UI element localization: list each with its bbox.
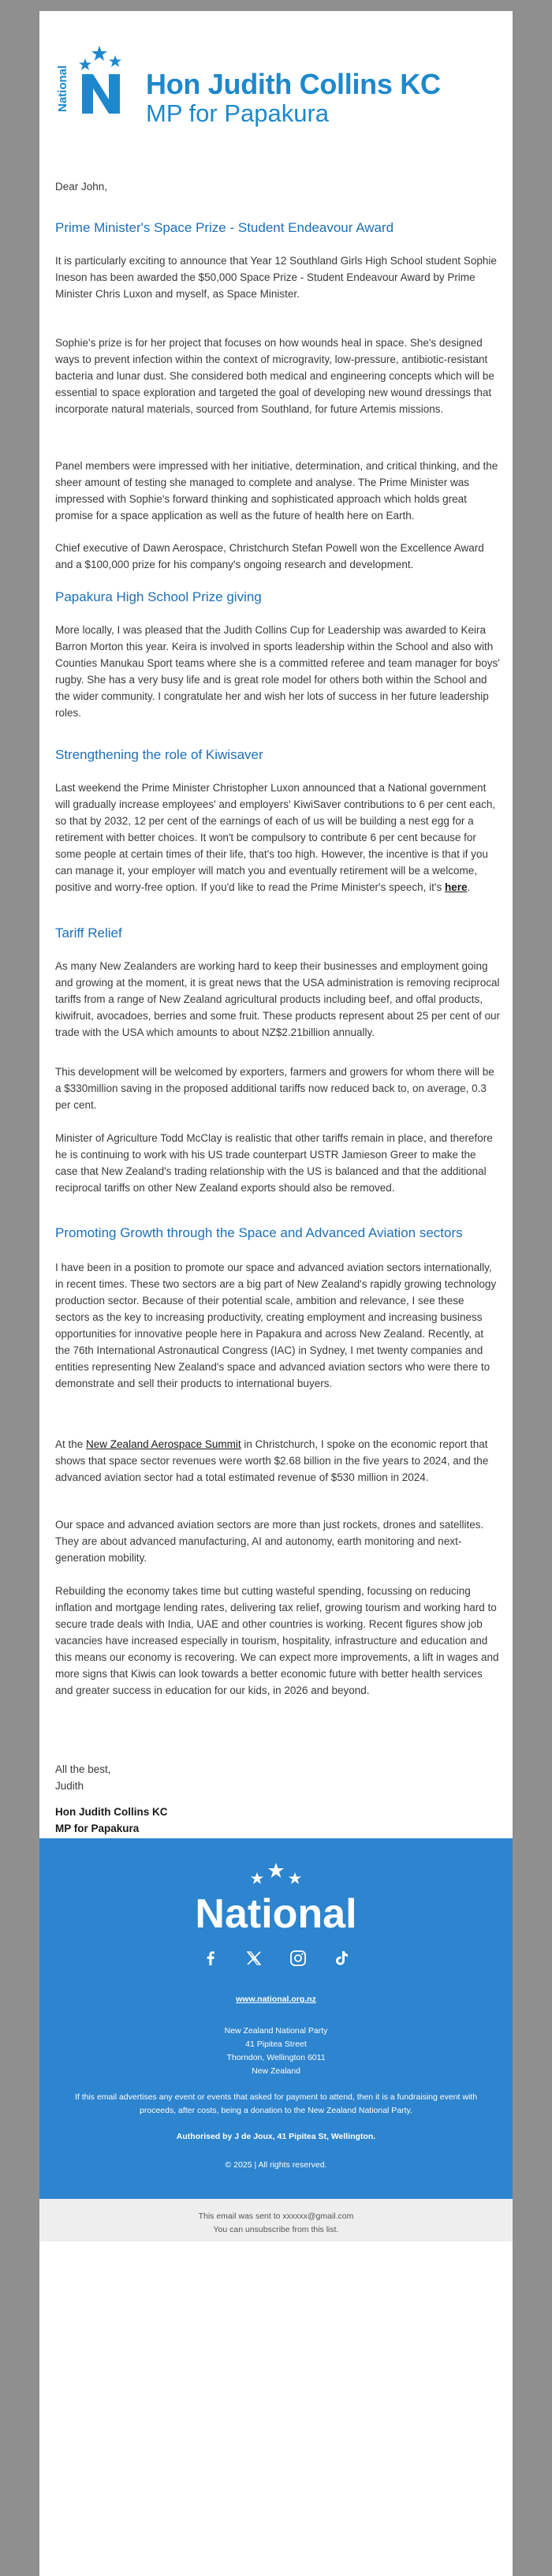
- email-sheet: [39, 11, 513, 2576]
- summit-post: in Christchurch, I spoke on the economic report that shows that space sector revenues were worth $2.68 billion in the five years to 2024, and the advanced aviation sector had a total estimated revenue of $530 million in 2024.: [55, 1438, 489, 1483]
- heading-tariff-relief: Tariff Relief: [55, 925, 122, 940]
- footer: [39, 1838, 513, 2199]
- authorised-by: Authorised by J de Joux, 41 Pipitea St, Wellington.: [176, 2132, 376, 2141]
- paragraph: More locally, I was pleased that the Judith Collins Cup for Leadership was awarded to Keira Barron Morton this year. Keira is involved in sports leadership within the School and also with Counties Manukau Sport teams where she is a committed referee and team manager for boys' rugby. She has a very busy life and is great role model for others both within the School and the wider community. I congratulate her and wish her lots of success in her future leadership roles.: [55, 624, 500, 719]
- signature-role: MP for Papakura: [55, 1823, 140, 1834]
- postal-address: [71, 2025, 481, 2078]
- signoff-name: Judith: [55, 1780, 84, 1792]
- paragraph: [55, 1436, 501, 1486]
- footer-logo-text: National: [195, 1891, 357, 1937]
- fundraising-disclaimer: If this email advertises any event or events that asked for payment to attend, then it is a fundraising event with proceeds, after costs, being a donation to the New Zealand National Party.: [74, 2092, 478, 2115]
- paragraph: Chief executive of Dawn Aerospace, Christchurch Stefan Powell won the Excellence Award and a $100,000 prize for his company's ongoing research and development.: [55, 542, 484, 570]
- aerospace-summit-link[interactable]: New Zealand Aerospace Summit: [86, 1438, 241, 1450]
- national-footer-logo: [39, 1858, 513, 1953]
- signoff-line: All the best,: [55, 1763, 111, 1775]
- header-role: MP for Papakura: [146, 99, 330, 127]
- sent-to-text: This email was sent to xxxxxx@gmail.com: [198, 2211, 354, 2221]
- paragraph: [55, 780, 501, 895]
- paragraph: Panel members were impressed with her initiative, determination, and critical thinking, and the sheer amount of testing she managed to complete and analyse. The Prime Minister was impressed with Sophie's forward thinking and sophisticated approach which holds great promise for a space application as well as the future of health here on Earth.: [55, 460, 498, 522]
- signoff: [55, 1761, 501, 1794]
- paragraph: It is particularly exciting to announce that Year 12 Southland Girls High School student Sophie Ineson has been awarded the $50,000 Space Prize - Student Endeavour Award by Prime Minister Chris Luxon and myself, as Space Minister.: [55, 255, 497, 300]
- kiwisaver-text: Last weekend the Prime Minister Christopher Luxon announced that a National government will gradually increase employees' and employers' KiwiSaver contributions to 6 per cent each, so that by 2032, 12 per cent of the earnings of each of us will be building a nest egg for a retirement with better choices. It won't be compulsory to contribute 6 per cent because for some people at certain times of their life, that's too high. However, the incentive is that if you can manage it, your employer will match you and eventually retirement will be a welcome, positive and worry-free option. If you'd like to read the Prime Minister's speech, it's: [55, 782, 496, 893]
- national-logo-icon: [49, 43, 140, 114]
- heading-prize-giving: Papakura High School Prize giving: [55, 589, 262, 604]
- paragraph: Our space and advanced aviation sectors are more than just rockets, drones and satellites. They are about advanced manufacturing, AI and autonomy, earth monitoring and next-generation mobility.: [55, 1519, 484, 1564]
- social-links: [201, 1949, 351, 1968]
- paragraph: I have been in a position to promote our space and advanced aviation sectors internationally, in recent times. These two sectors are a big part of New Zealand's rapidly growing technology production sector. Because of their potential scale, ambition and relevance, I see these sectors as the key to increasing productivity, creating employment and increasing business opportunities for innovative people here in Papakura and across New Zealand. Recently, at the 76th International Astronautical Congress (IAC) in Sydney, I met twenty companies and entities representing New Zealand's space and advanced aviation sectors who were there to demonstrate and sell their products to international buyers.: [55, 1262, 497, 1389]
- paragraph: This development will be welcomed by exporters, farmers and growers for whom there will be a $330million saving in the proposed additional tariffs now reduced back to, on average, 0.3 per cent.: [55, 1066, 494, 1111]
- summit-pre: At the: [55, 1438, 84, 1450]
- address-line: New Zealand: [252, 2066, 300, 2076]
- unsubscribe-area: [39, 2199, 513, 2241]
- address-line: Thorndon, Wellington 6011: [226, 2053, 326, 2062]
- header-name: Hon Judith Collins KC: [146, 68, 441, 100]
- tiktok-icon[interactable]: [332, 1949, 351, 1968]
- email-header: [39, 11, 513, 127]
- heading-kiwisaver: Strengthening the role of Kiwisaver: [55, 747, 263, 762]
- x-icon[interactable]: [244, 1949, 263, 1968]
- copyright: © 2025 | All rights reserved.: [225, 2160, 327, 2170]
- signature: [55, 1804, 501, 1837]
- speech-link[interactable]: here: [444, 881, 468, 893]
- period: .: [467, 881, 471, 893]
- facebook-icon[interactable]: [201, 1949, 220, 1968]
- paragraph: Minister of Agriculture Todd McClay is realistic that other tariffs remain in place, and therefore he is continuing to work with his US trade counterpart USTR Jamieson Greer to make the case that New Zealand's trading relationship with the US is balanced and that the additional reciprocal tariffs on other New Zealand exports should also be removed.: [55, 1132, 493, 1194]
- paragraph: Sophie's prize is for her project that focuses on how wounds heal in space. She's designed ways to prevent infection within the context of microgravity, low-pressure, antibiotic-resistant bacteria and lunar dust. She considered both medical and engineering concepts which will be essential to space exploration and targeted the goal of developing new wound dressings that incorporate natural materials, sourced from Southland, for future Artemis missions.: [55, 337, 494, 415]
- greeting: Dear John,: [55, 181, 108, 193]
- logo-national-text: National: [56, 65, 69, 112]
- address-line: 41 Pipitea Street: [245, 2039, 307, 2049]
- unsubscribe-link[interactable]: You can unsubscribe from this list.: [213, 2225, 339, 2234]
- paragraph: Rebuilding the economy takes time but cutting wasteful spending, focussing on reducing inflation and mortgage lending rates, delivering tax relief, growing tourism and working hard to secure trade deals with India, UAE and other countries is working. Recent figures show job vacancies have increased especially in tourism, hospitality, infrastructure and education and this means our economy is recovering. We can expect more improvements, a lift in wages and more signs that Kiwis can look towards a better economic future with better health services and greater success in education for our kids, in 2026 and beyond.: [55, 1585, 499, 1696]
- paragraph: As many New Zealanders are working hard to keep their businesses and employment going and growing at the moment, it is great news that the USA administration is removing reciprocal tariffs from a range of New Zealand agricultural products including beef, and offal products, kiwifruit, avocadoes, berries and some fruit. These products represent about 25 per cent of our trade with the USA which amounts to about NZ$2.21billion annually.: [55, 960, 501, 1038]
- heading-space-prize: Prime Minister's Space Prize - Student Endeavour Award: [55, 220, 394, 235]
- address-line: New Zealand National Party: [224, 2026, 328, 2036]
- signature-name: Hon Judith Collins KC: [55, 1806, 168, 1818]
- website-link[interactable]: www.national.org.nz: [236, 1995, 316, 2004]
- heading-space-aviation: Promoting Growth through the Space and Advanced Aviation sectors: [55, 1225, 463, 1240]
- instagram-icon[interactable]: [289, 1949, 308, 1968]
